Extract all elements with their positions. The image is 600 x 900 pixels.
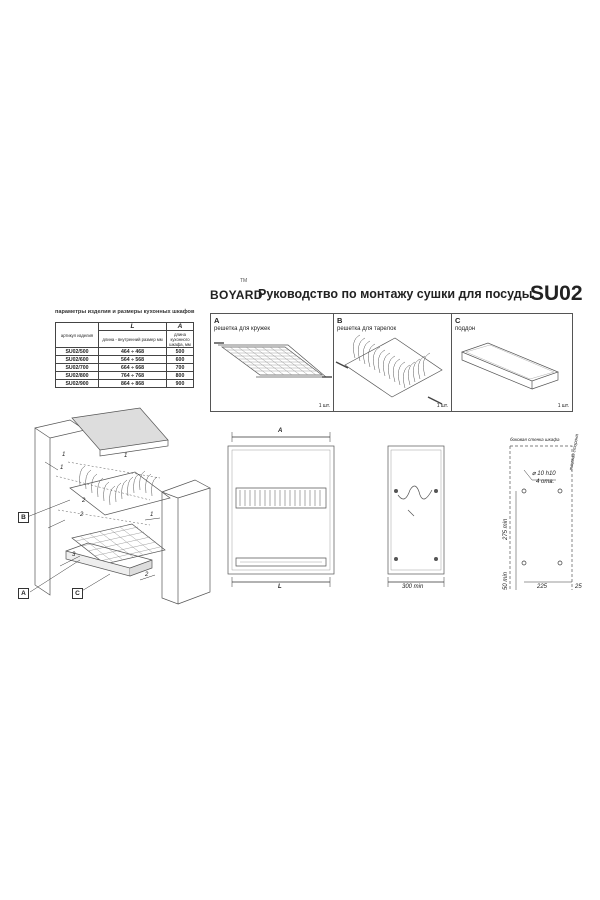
panel-qty: 1 шт. xyxy=(557,403,569,409)
document-title: Руководство по монтажу сушки для посуды xyxy=(258,287,533,301)
model-number: SU02 xyxy=(530,282,583,305)
row-L: 764 ÷ 768 xyxy=(99,372,167,380)
step-number: 1 xyxy=(62,452,66,458)
panel-letter: A xyxy=(214,316,220,325)
row-L: 864 ÷ 868 xyxy=(99,380,167,388)
trademark-mark: TM xyxy=(240,278,248,284)
row-article: SU02/900 xyxy=(56,380,99,388)
row-A: 600 xyxy=(167,356,194,364)
step-number: 2 xyxy=(80,512,84,518)
callout-b: B xyxy=(18,512,29,523)
step-number: 2 xyxy=(145,572,149,578)
row-article: SU02/600 xyxy=(56,356,99,364)
panel-letter: B xyxy=(337,316,343,325)
dish-rack-drawing xyxy=(336,335,442,404)
dim-275-label: 275 min xyxy=(503,518,509,540)
panel-name: поддон xyxy=(455,326,476,332)
row-L: 564 ÷ 568 xyxy=(99,356,167,364)
col-L-header: L xyxy=(99,323,167,331)
panel-name: решетка для тарелок xyxy=(337,326,397,332)
row-L: 664 ÷ 668 xyxy=(99,364,167,372)
front-view xyxy=(228,432,334,587)
panel-name: решетка для кружек xyxy=(214,326,270,332)
panel-qty: 1 шт. xyxy=(318,403,330,409)
step-number: 3 xyxy=(72,552,76,558)
cup-rack-drawing xyxy=(214,343,332,377)
dim-50-label: 50 min xyxy=(503,571,509,590)
side-view xyxy=(388,446,444,587)
row-A: 900 xyxy=(167,380,194,388)
panel-qty: 1 шт. xyxy=(436,403,448,409)
dim-25-label: 25 xyxy=(575,584,582,590)
row-article: SU02/500 xyxy=(56,348,99,356)
col-A-header: A xyxy=(167,323,194,331)
assembly-view xyxy=(27,408,210,604)
row-article: SU02/800 xyxy=(56,372,99,380)
dim-a-label: A xyxy=(278,428,283,434)
step-number: 1 xyxy=(124,453,128,459)
brand-logo: BOYARD xyxy=(210,288,263,302)
step-number: 1 xyxy=(150,512,154,518)
col-article-header: артикул изделия xyxy=(56,323,99,348)
dim-l-label: L xyxy=(278,584,282,590)
dim-225-label: 225 xyxy=(537,584,548,590)
row-article: SU02/700 xyxy=(56,364,99,372)
callout-c: C xyxy=(72,588,83,599)
panel-letter: C xyxy=(455,316,461,325)
callout-a: A xyxy=(18,588,29,599)
spec-table-caption: параметры изделия и размеры кухонных шкафов xyxy=(55,309,195,315)
step-number: 2 xyxy=(82,498,86,504)
row-A: 800 xyxy=(167,372,194,380)
hole-count-label: 4 отв. xyxy=(536,479,555,485)
row-A: 500 xyxy=(167,348,194,356)
hole-diameter-label: ⌀ 10 h10 xyxy=(532,471,556,477)
tray-drawing xyxy=(462,343,558,389)
row-L: 464 ÷ 468 xyxy=(99,348,167,356)
front-side-label: лицевая сторона xyxy=(568,433,580,471)
col-L-desc: длина - внутренний размер мм xyxy=(99,331,167,348)
col-A-desc: длина кухонного шкафа, мм xyxy=(167,331,194,348)
dim-300-label: 300 min xyxy=(402,584,424,590)
side-wall-label: боковая стенка шкафа xyxy=(510,437,560,442)
step-number: 1 xyxy=(60,465,64,471)
drill-view xyxy=(510,446,572,590)
row-A: 700 xyxy=(167,364,194,372)
